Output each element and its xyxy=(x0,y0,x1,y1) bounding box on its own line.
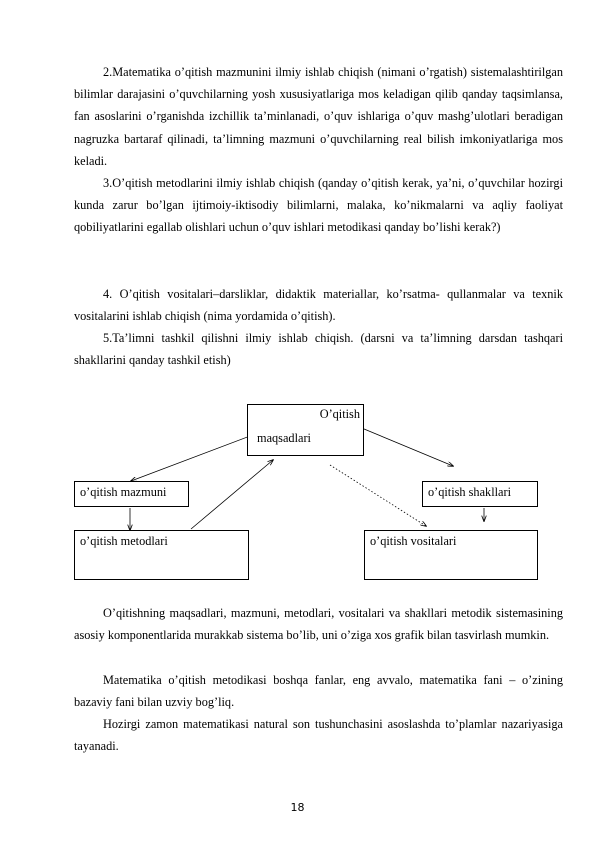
paragraph-methodics-relation: Matematika o’qitish metodikasi boshqa fanlar, eng avvalo, matematika fani – o’zining bazaviy fani bilan uzviy bog’liq. xyxy=(74,673,563,710)
paragraph-set-theory: Hozirgi zamon matematikasi natural son tushunchasini asoslashda to’plamlar nazariyasiga tayanadi. xyxy=(74,717,563,754)
paragraph-system-components: O’qitishning maqsadlari, mazmuni, metodlari, vositalari va shakllari metodik sistemasining asosiy komponentlarida murakkab sistema bo’lib, uni o’ziga xos grafik bilan tasvirlash mumkin. xyxy=(74,606,563,643)
goals-box xyxy=(247,404,364,456)
paragraph-4-tools: 4. O’qitish vositalari–darsliklar, didaktik materiallar, ko’rsatma- qullanmalar va texnik vositalarini ishlab chiqish (nima yordamida o’qitish). xyxy=(74,287,563,324)
methods-label: o’qitish metodlari xyxy=(80,534,168,548)
paragraph-3-methods: 3.O’qitish metodlarini ilmiy ishlab chiqish (qanday o’qitish kerak, ya’ni, o’quvchilar hozirgi kunda zarur bo’lgan ijtimoiy-iktisodiy bilimlarni, malaka, ko’nikmalarni va aqliy faoliyat qobiliyatlarini egallab olishlari uchun o’quv ishlari metodikasi qanday bo’lishi kerak?) xyxy=(74,176,563,235)
paragraph-2-content: 2.Matematika o’qitish mazmunini ilmiy ishlab chiqish (nimani o’rgatish) sistemalashtirilgan bilimlar darajasini o’quvchilarning yosh xususiyatlariga mos keladigan qilib qanday taqsimlansa, fan asoslarini o’rganishda izchillik ta’minlanadi, o’quv ishlariga o’quv mashg’ulotlari beradigan nagruzka bartaraf qilinadi, ta’limning mazmuni o’quvchilarning real bilish imkoniyatlariga mos keladi. xyxy=(74,65,563,168)
tools-label: o’qitish vositalari xyxy=(370,534,457,548)
forms-label: o’qitish shakllari xyxy=(428,485,511,499)
forms-box xyxy=(422,481,538,507)
paragraph-5-organization: 5.Ta’limni tashkil qilishni ilmiy ishlab chiqish. (darsni va ta’limning darsdan tashqari shakllarini qanday tashkil etish) xyxy=(74,331,563,368)
arrow-methods-to-goals xyxy=(191,460,273,529)
arrow-goals-to-forms xyxy=(352,424,453,466)
arrow-goals-to-tools xyxy=(330,465,426,526)
methods-box xyxy=(74,530,249,580)
tools-box xyxy=(364,530,538,580)
content-box xyxy=(74,481,189,507)
goals-label-line2: maqsadlari xyxy=(257,431,311,445)
arrow-goals-to-content xyxy=(131,433,258,481)
goals-label-line1: O’qitish xyxy=(319,407,360,421)
page-number: 18 xyxy=(290,801,305,814)
content-label: o’qitish mazmuni xyxy=(80,485,167,499)
